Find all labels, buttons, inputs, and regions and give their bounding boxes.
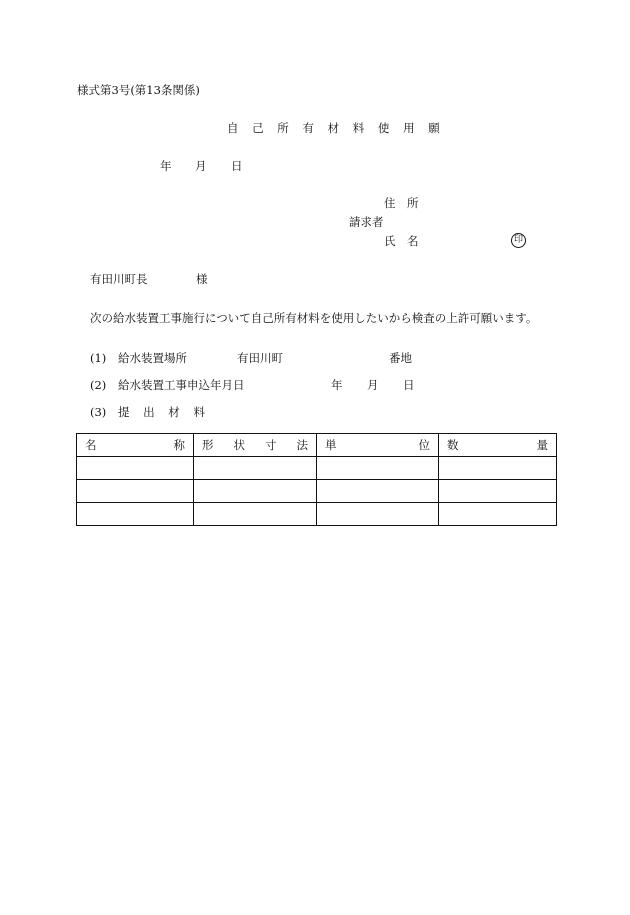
- form-number: 様式第3号(第13条関係): [77, 83, 200, 97]
- table-cell: [317, 457, 439, 480]
- item-town-name: 有田川町: [237, 351, 283, 365]
- header-char: 法: [296, 438, 308, 452]
- table-cell: [317, 503, 439, 526]
- date-day-label: 日: [403, 378, 415, 392]
- header-name: [77, 434, 194, 457]
- table-cell: [194, 480, 317, 503]
- header-char: 量: [536, 438, 548, 452]
- date-year-label: 年: [331, 378, 343, 392]
- header-char: 状: [233, 438, 245, 452]
- table-cell: [194, 503, 317, 526]
- item-number: (2): [90, 378, 107, 392]
- name-label: 氏 名: [384, 234, 419, 248]
- header-char: 数: [447, 438, 459, 452]
- header-char: 位: [418, 438, 430, 452]
- table-cell: [77, 480, 194, 503]
- table-cell: [439, 457, 557, 480]
- date-month-label: 月: [195, 159, 207, 173]
- header-char: 単: [325, 438, 337, 452]
- item-number: (3): [90, 405, 107, 419]
- table-cell: [194, 457, 317, 480]
- document-title: 自 己 所 有 材 料 使 用 願: [227, 121, 445, 135]
- header-shape-size: [194, 434, 317, 457]
- date-day-label: 日: [231, 159, 243, 173]
- seal-mark: 印: [511, 233, 526, 248]
- materials-table: [76, 433, 557, 526]
- item-label-location: 給水装置場所: [118, 351, 187, 365]
- header-unit: [317, 434, 439, 457]
- item-label-application-date: 給水装置工事申込年月日: [118, 378, 245, 392]
- table-cell: [439, 480, 557, 503]
- table-cell: [439, 503, 557, 526]
- table-row: [77, 503, 557, 526]
- addressee-honorific: 様: [196, 272, 208, 286]
- item-banchi-suffix: 番地: [389, 351, 412, 365]
- requester-label: 請求者: [349, 215, 384, 229]
- date-year-label: 年: [160, 159, 172, 173]
- table-cell: [317, 480, 439, 503]
- table-cell: [77, 503, 194, 526]
- address-label: 住 所: [384, 196, 419, 210]
- request-body-text: 次の給水装置工事施行について自己所有材料を使用したいから検査の上許可願います。: [90, 311, 538, 325]
- header-quantity: [439, 434, 557, 457]
- item-number: (1): [90, 351, 107, 365]
- header-char: 名: [85, 438, 97, 452]
- date-month-label: 月: [367, 378, 379, 392]
- table-cell: [77, 457, 194, 480]
- header-char: 寸: [265, 438, 277, 452]
- table-row: [77, 457, 557, 480]
- item-label-materials: 提 出 材 料: [118, 405, 210, 419]
- table-header-row: [77, 434, 557, 457]
- header-char: 形: [202, 438, 214, 452]
- table-row: [77, 480, 557, 503]
- addressee-name: 有田川町長: [90, 272, 148, 286]
- header-char: 称: [173, 438, 185, 452]
